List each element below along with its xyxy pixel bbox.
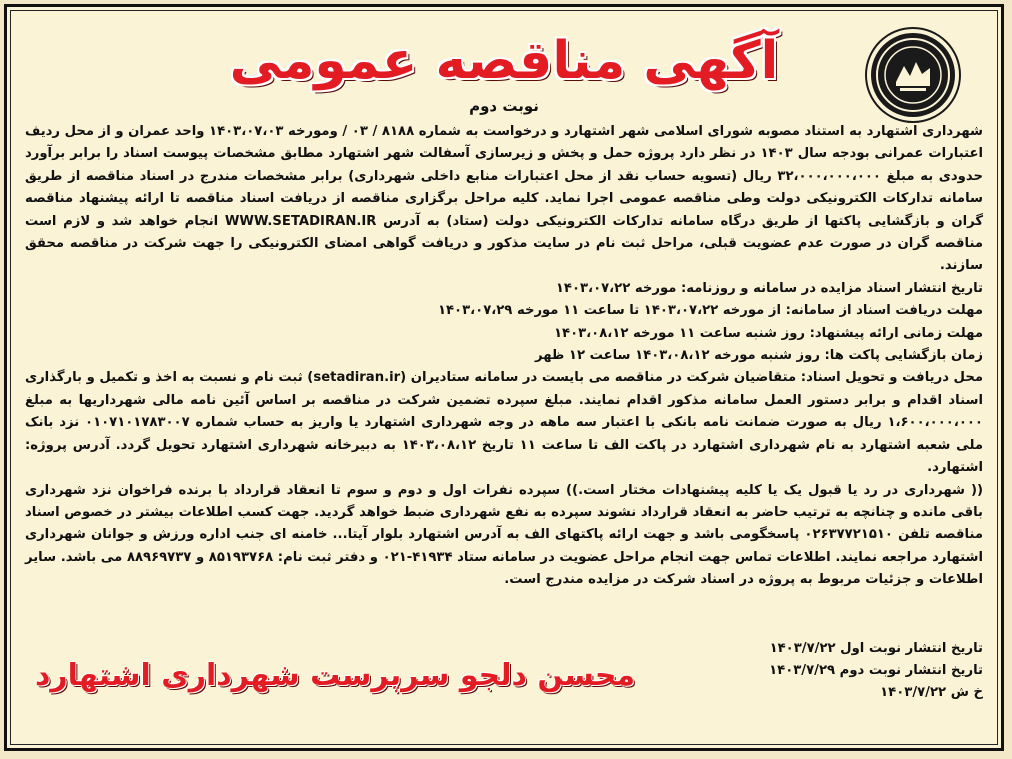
terms-paragraph: (( شهرداری در رد یا قبول یک یا کلیه پیشنهادات مختار است.)) سپرده نفرات اول و دوم و سوم تا انعقاد قرارداد با برنده فراخوان نزد شهرداری باقی مانده و چنانچه به ترتیب حاضر به انعقاد قرارداد نشوند سپرده به نفع شهرداری ضبط خواهد گردید. جهت کسب اطلاعات بیشتر در خصوص اسناد مناقصه تلفن ۰۲۶۳۷۷۲۱۵۱۰ پاسخگومی باشد و جهت ارائه پاکتهای الف به آدرس اشتهارد بلوار آیتا... خامنه ای جنب اداره ورزش و جوانان شهرداری اشتهارد مراجعه نمایند. اطلاعات تماس جهت انجام مراحل عضویت در سامانه ستاد ۴۱۹۳۴-۰۲۱ و دفتر ثبت نام: ۸۵۱۹۳۷۶۸ و ۸۸۹۶۹۷۳۷ می باشد. سایر اطلاعات و جزئیات مربوط به پروژه در اسناد شرکت در مزایده مندرج است. <box>25 482 983 588</box>
signer-name: محسن دلجو سرپرست شهرداری اشتهارد <box>35 658 636 693</box>
main-paragraph: شهرداری اشتهارد به استناد مصوبه شورای اسلامی شهر اشتهارد و درخواست به شماره ۸۱۸۸ / ۰۳ / ومورخه ۱۴۰۳،۰۷،۰۳ واحد عمران و از محل ردیف اعتبارات عمرانی بودجه سال ۱۴۰۳ در نظر دارد پروژه حمل و پخش و زیرسازی آسفالت شهر اشتهارد مطابق مشخصات پیوست اسناد را برابر برآورد حدودی به مبلغ ۳۲،۰۰۰،۰۰۰،۰۰۰ ریال (تسویه حساب نقد از محل اعتبارات منابع داخلی شهرداری) برابر مشخصات مندرج در اسناد مناقصه از طریق سامانه تدارکات الکترونیکی دولت وطی مناقصه عمومی اجرا نماید. کلیه مراحل برگزاری مناقصه از دریافت اسناد مناقصه تا ارائه پیشنهاد مناقصه گران و بازگشایی پاکتها از طریق درگاه سامانه تدارکات الکترونیکی دولت (ستاد) به آدرس WWW.SETADIRAN.IR انجام خواهد شد و لازم است مناقصه گران در صورت عدم عضویت قبلی، مراحل ثبت نام در سایت مذکور و دریافت گواهی امضای الکترونیکی را جهت شرکت در مناقصه محقق سازند. <box>25 124 984 274</box>
publication-dates <box>769 638 983 704</box>
submit-deadline-line: مهلت زمانی ارائه پیشنهاد: روز شنبه ساعت ۱۱ مورخه ۱۴۰۳،۰۸،۱۲ <box>553 325 983 341</box>
first-publication-date: تاریخ انتشار نوبت اول ۱۴۰۳/۷/۲۲ <box>769 641 983 656</box>
receive-deadline-line: مهلت دریافت اسناد از سامانه: از مورخه ۱۴۰۳،۰۷،۲۲ تا ساعت ۱۱ مورخه ۱۴۰۳،۰۷،۲۹ <box>437 303 983 319</box>
notice-frame <box>10 10 998 745</box>
notice-title: آگهی مناقصه عمومی <box>229 31 779 91</box>
notice-code: خ ش ۱۴۰۳/۷/۲۲ <box>880 685 983 700</box>
notice-page <box>4 4 1004 751</box>
notice-body <box>25 121 983 592</box>
delivery-paragraph: محل دریافت و تحویل اسناد: متقاضیان شرکت در مناقصه می بایست در سامانه ستادیران (setadiran.ir) ثبت نام و نسبت به اخذ و تکمیل و بارگذاری اسناد اقدام و برابر دستور العمل سامانه مذکور اقدام نمایند. مبلغ سپرده تضمین شرکت در مناقصه بر اساس آئین نامه مالی شهرداریها به مبلغ ۱،۶۰۰،۰۰۰،۰۰۰ ریال به صورت ضمانت نامه بانکی با اعتبار سه ماهه در وجه شهرداری اشتهارد یا واریز به حساب شماره ۰۱۰۷۱۰۱۷۸۳۰۰۷ نزد بانک ملی شعبه اشتهارد به نام شهرداری اشتهارد در پاکت الف تا ساعت ۱۱ تاریخ ۱۴۰۳،۰۸،۱۲ به دبیرخانه شهرداری اشتهارد تحویل گردد. آدرس پروژه: اشتهارد. <box>25 370 983 476</box>
notice-header <box>11 11 997 121</box>
second-publication-date: تاریخ انتشار نوبت دوم ۱۴۰۳/۷/۲۹ <box>769 663 983 678</box>
opening-time-line: زمان بازگشایی پاکت ها: روز شنبه مورخه ۱۴۰۳،۰۸،۱۲ ساعت ۱۲ ظهر <box>534 348 983 364</box>
publish-date-line: تاریخ انتشار اسناد مزایده در سامانه و روزنامه: مورخه ۱۴۰۳،۰۷،۲۲ <box>555 280 983 296</box>
notice-round: نوبت دوم <box>469 97 539 115</box>
notice-footer <box>11 632 997 740</box>
